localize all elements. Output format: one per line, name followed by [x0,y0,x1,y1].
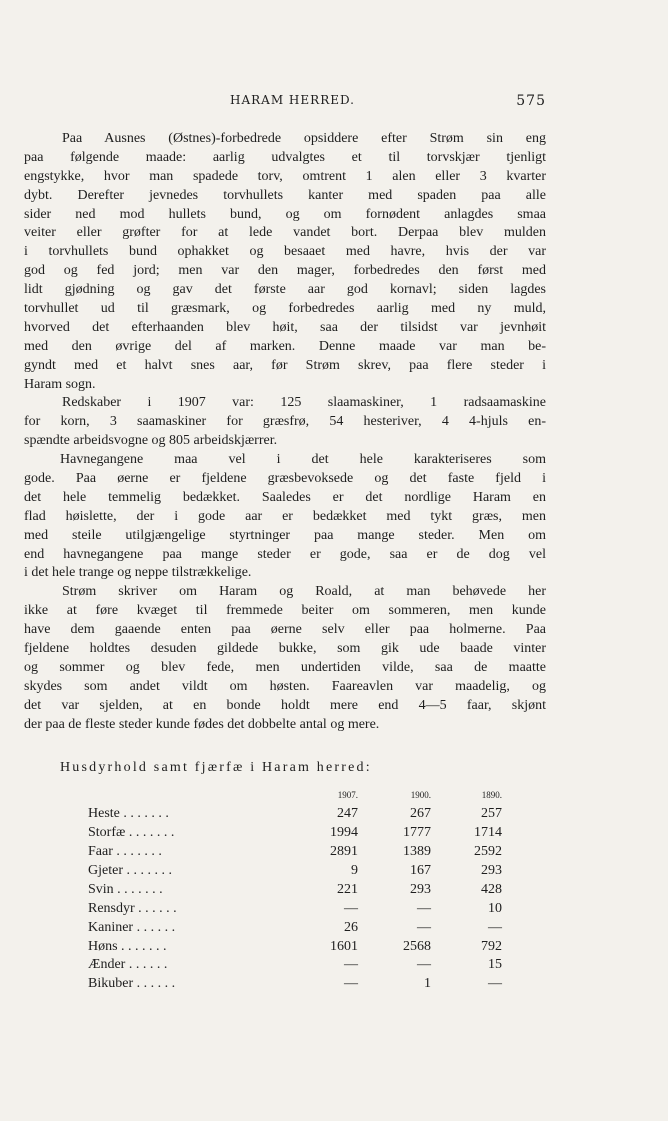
text-line: gyndt med et halvt snes aar, før Strøm skrev, paa flere steder i [24,357,546,373]
page-header-title: HARAM HERRED. [230,93,355,107]
column-header-1907: 1907. [337,790,358,801]
paragraph-havnegangene [24,451,546,583]
text-line: det var sjelden, at en bonde holdt mere end 4—5 faar, skjønt [24,697,546,713]
text-line: have dem gaaende enten paa øerne selv eller paa holmerne. Paa [24,622,546,638]
text-line: torvhullet ud til græsmark, og forbedredes aarlig med ny muld, [24,301,546,317]
text-line: flad høislette, der i gode aar er bedækket med tykt græs, men [24,508,546,524]
cell-1900: — [417,900,431,916]
cell-1907: — [344,957,358,973]
text-line: skydes som andet vildt om høsten. Faareavlen var maadelig, og [24,678,546,694]
cell-1900: 1 [424,976,431,992]
row-label: Storfæ . . . . . . . [88,825,175,841]
cell-1907: 247 [337,806,358,822]
running-header [0,93,668,113]
cell-1900: 293 [410,881,431,897]
row-label: Gjeter . . . . . . . [88,863,172,878]
paragraph-redskaber [24,394,546,451]
text-line: Haram sogn. [24,376,96,392]
header-blank [88,786,298,805]
cell-1890: 1714 [474,825,502,841]
cell-1890: 792 [481,938,502,954]
cell-1907: 1994 [330,825,358,841]
text-line: og sommer og blev fede, men undertiden vilde, saa de maatte [24,659,546,675]
body-text [24,130,546,735]
table-title: Husdyrhold samt fjærfæ i Haram herred: [60,760,372,775]
cell-1890: — [488,919,502,935]
cell-1900: — [417,919,431,935]
column-header-1890: 1890. [481,790,502,801]
table-row [88,899,502,918]
text-line: Havnegangene maa vel i det hele karakteriseres som [60,452,546,468]
table-row [88,956,502,975]
row-label: Ænder . . . . . . [88,957,168,973]
cell-1900: 167 [410,863,431,878]
text-line: med den øvrige del af marken. Denne maade var man be- [24,338,546,354]
cell-1907: — [344,976,358,992]
text-line: ikke at føre kvæget til fremmede beiter om sommeren, men kunde [24,603,546,619]
text-line: det hele temmelig bedækket. Saaledes er det nordlige Haram en [24,489,546,505]
text-line: veiter eller grøfter for at lede vandet bort. Derpaa blev mulden [24,225,546,241]
text-line: dybt. Derefter jevnedes torvhullets kanter med spaden paa alle [24,187,546,203]
cell-1907: 221 [337,881,358,897]
text-line: spændte arbeidsvogne og 805 arbeidskjærrer. [24,433,278,449]
text-line: med steile utilgjængelige styrtninger paa mange steder. Men om [24,527,546,543]
cell-1907: 9 [351,863,358,878]
table-row [88,975,502,994]
cell-1900: 1777 [403,825,431,841]
paragraph-ausnes [24,130,546,394]
cell-1890: 293 [481,863,502,878]
text-line: hvorved det efterhaanden blev høit, saa der tilsidst var jevnhøit [24,319,546,335]
row-label: Høns . . . . . . . [88,938,167,954]
table-row [88,918,502,937]
cell-1907: 2891 [330,844,358,860]
cell-1890: 10 [488,900,502,916]
cell-1890: 428 [481,881,502,897]
table-row [88,880,502,899]
column-header-1900: 1900. [410,790,431,801]
table-row [88,937,502,956]
table-row [88,805,502,824]
cell-1907: 26 [344,919,358,935]
text-line: Paa Ausnes (Østnes)-forbedrede opsiddere efter Strøm sin eng [62,131,546,146]
table-row [88,824,502,843]
table-header-row [88,786,502,805]
table-row [88,862,502,881]
cell-1900: — [417,957,431,973]
cell-1890: 257 [481,806,502,822]
page-number: 575 [516,93,546,109]
text-line: der paa de fleste steder kunde fødes det dobbelte antal og mere. [24,716,380,732]
text-line: end havnegangene paa mange steder er gode, saa er de dog vel [24,546,546,562]
text-line: Redskaber i 1907 var: 125 slaamaskiner, 1 radsaamaskine [62,395,546,411]
text-line: i torvhullets bund ophakket og besaaet med havre, hvis der var [24,244,546,260]
row-label: Svin . . . . . . . [88,881,163,897]
row-label: Kaniner . . . . . . [88,919,176,935]
cell-1890: — [488,976,502,992]
cell-1900: 1389 [403,844,431,860]
text-line: sider ned mod hullets bund, og om fornødent anlagdes smaa [24,206,546,222]
paragraph-strom [24,583,546,734]
text-line: paa følgende maade: aarlig udvalgtes et til torvskjær tjenligt [24,149,546,165]
cell-1907: 1601 [330,938,358,954]
text-line: engstykke, hvor man spadede torv, omtrent 1 alen eller 3 kvarter [24,168,546,184]
table-row [88,843,502,862]
cell-1900: 267 [410,806,431,822]
text-line: i det hele trange og neppe tilstrækkelige. [24,565,252,581]
text-line: Strøm skriver om Haram og Roald, at man behøvede her [62,584,546,600]
row-label: Rensdyr . . . . . . [88,900,177,916]
row-label: Bikuber . . . . . . [88,976,176,992]
text-line: for korn, 3 saamaskiner for græsfrø, 54 hesteriver, 4 4-hjuls en- [24,414,546,430]
cell-1890: 15 [488,957,502,973]
row-label: Heste . . . . . . . [88,806,169,822]
livestock-table [88,786,502,994]
text-line: fjeldene holdtes desuden gildede bukke, som gik ude baade vinter [24,641,546,657]
cell-1907: — [344,900,358,916]
row-label: Faar . . . . . . . [88,844,162,860]
text-line: gode. Paa øerne er fjeldene græsbevoksede og det faste fjeld i [24,471,546,487]
text-line: lidt gjødning og gav det første aar god kornavl; siden lagdes [24,282,546,298]
cell-1900: 2568 [403,938,431,954]
text-line: god og fed jord; men var den mager, forbedredes den først med [24,263,546,279]
cell-1890: 2592 [474,844,502,860]
